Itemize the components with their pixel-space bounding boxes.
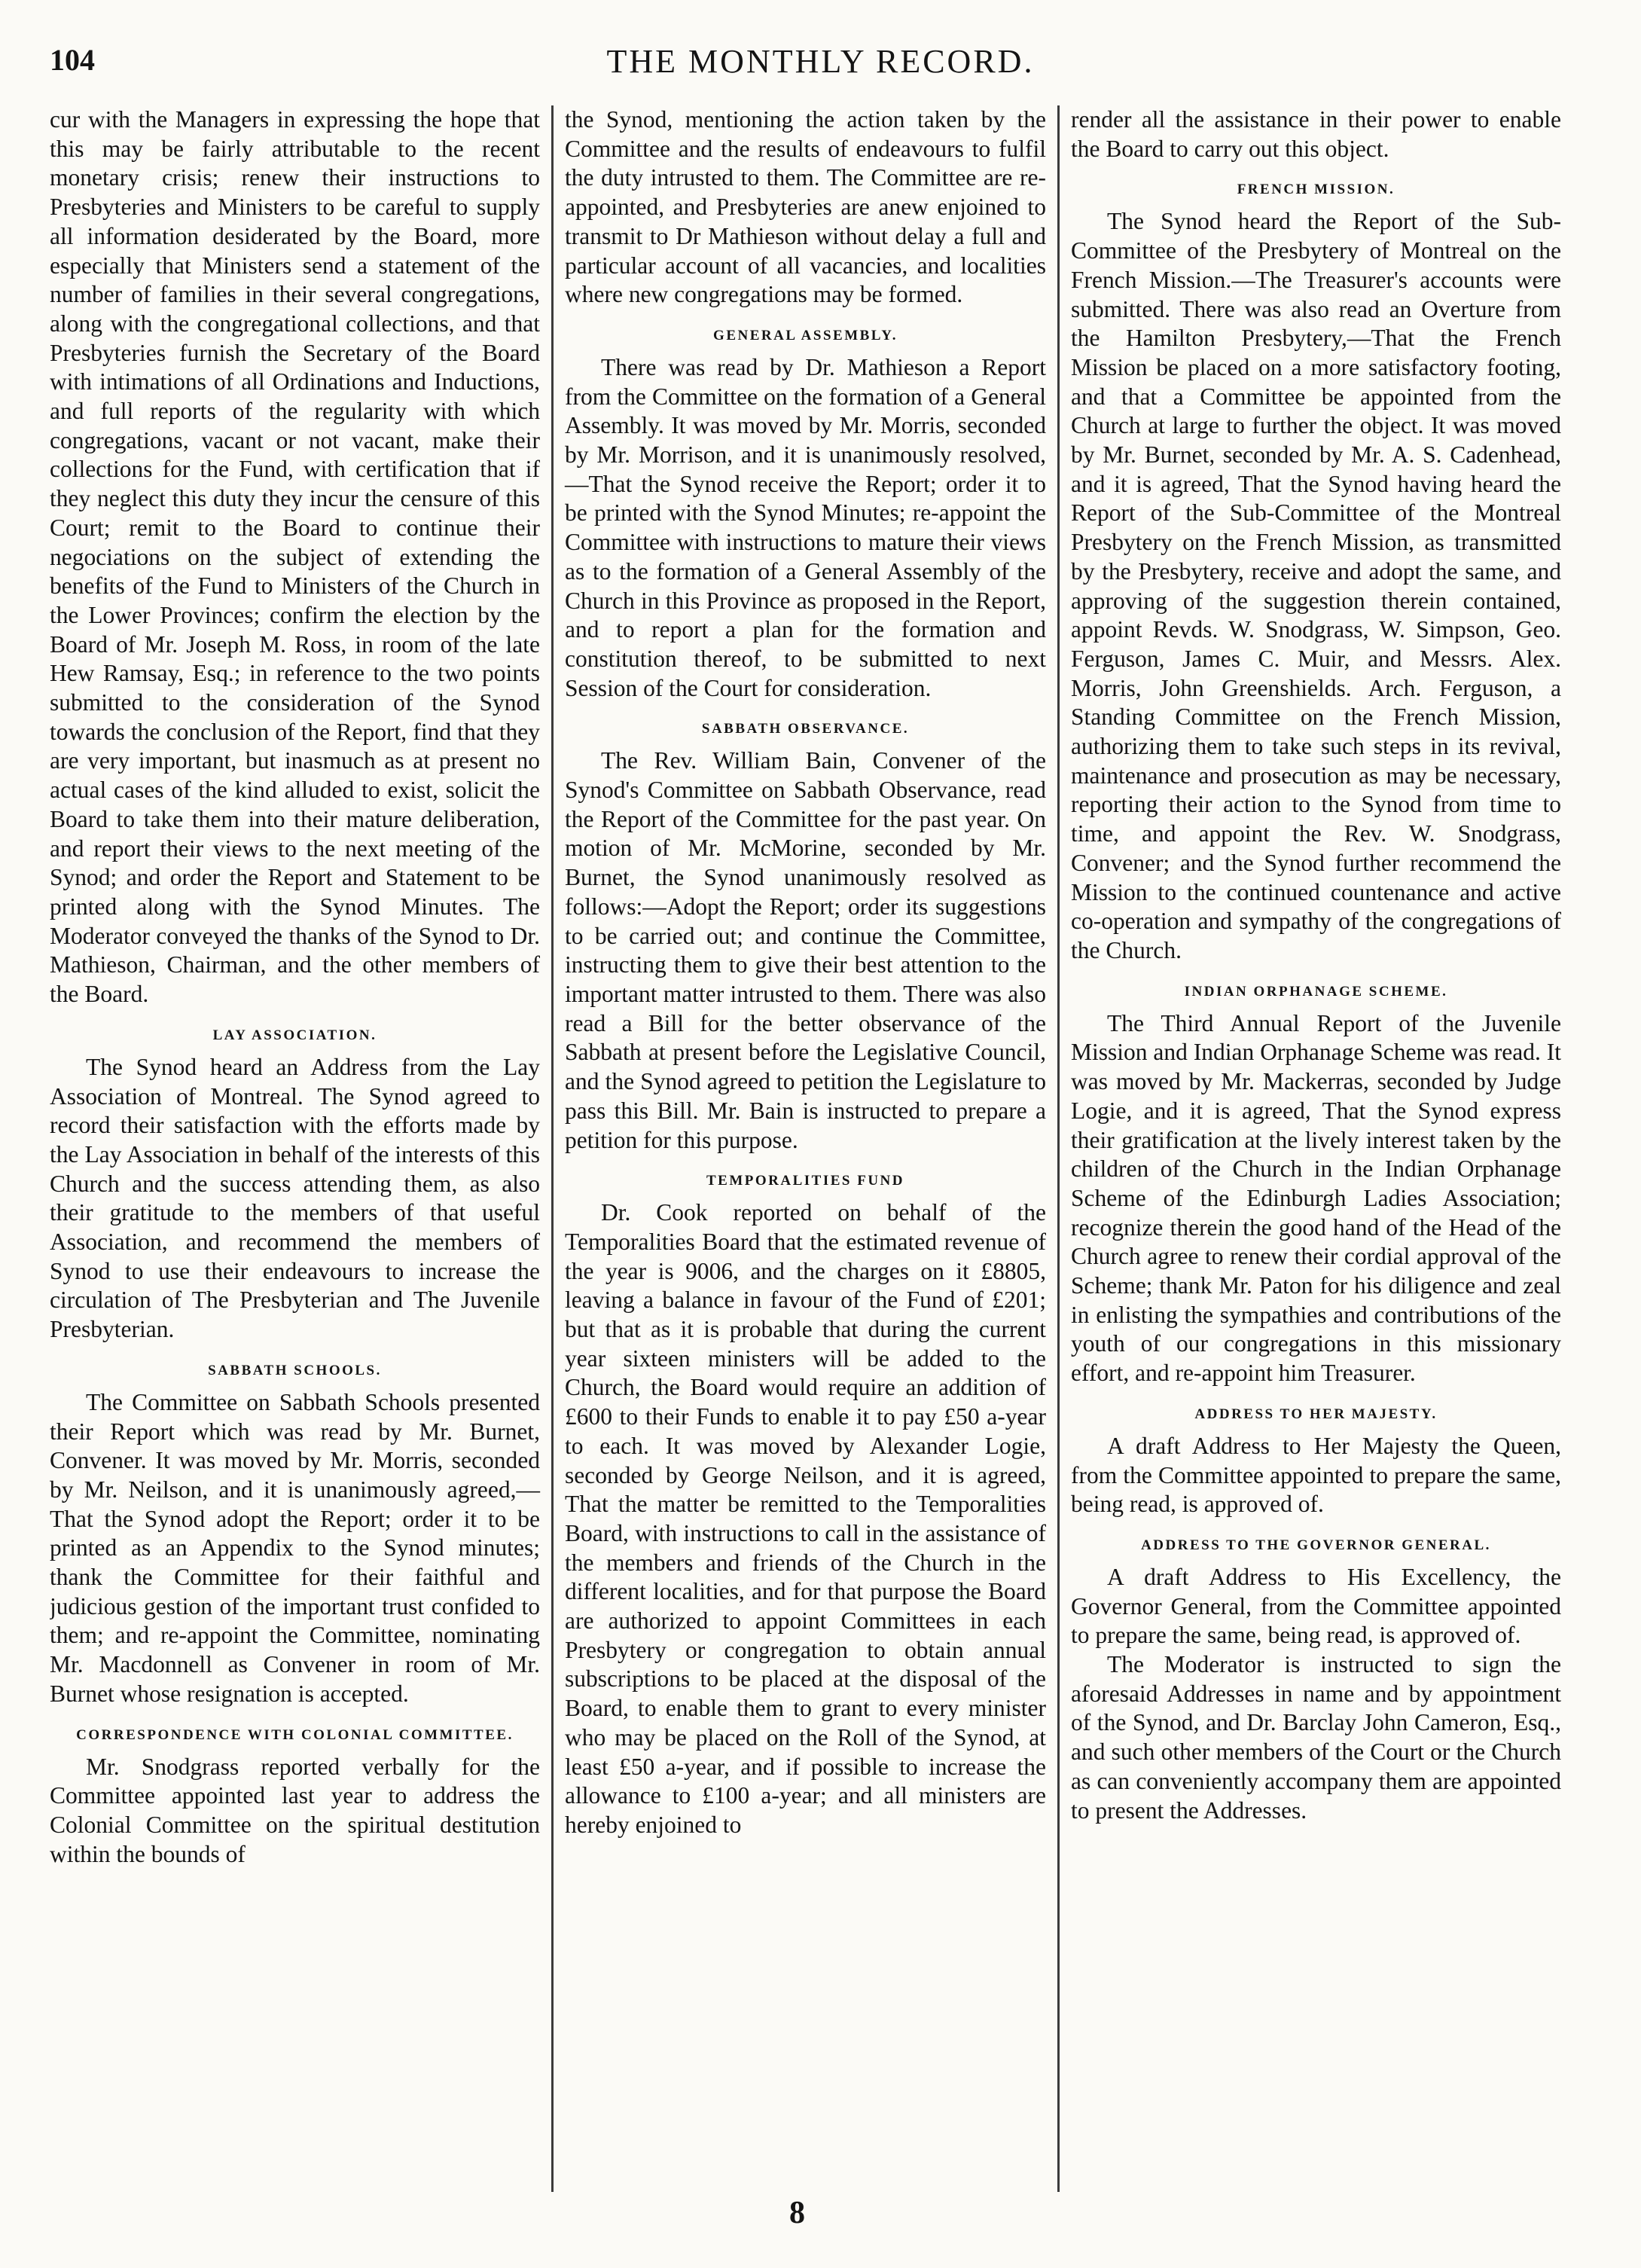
paragraph: cur with the Managers in expressing the hope that this may be fairly attributable to the recent monetary crisis; renew their instructions to Presbyteries and Ministers to be careful to supply all information desiderated by the Board, more especially that Ministers send a statement of the number of families in their several congregations, along with the congregational collections, and that Presbyteries furnish the Secretary of the Board with intimations of all Ordinations and Inductions, and full reports of the regularity with which congregations, vacant or not vacant, make their collections for the Fund, with certification that if they neglect this duty they incur the censure of this Court; remit to the Board to continue their negociations on the subject of extending the benefits of the Fund to Ministers of the Church in the Lower Provinces; confirm the election by the Board of Mr. Joseph M. Ross, in room of the late Hew Ramsay, Esq.; in reference to the two points submitted to the consideration of the Synod towards the conclusion of the Report, find that they are very important, but inasmuch as at present no actual cases of the kind alluded to exist, solicit the Board to take them into their mature deliberation, and report their views to the next meeting of the Synod; and order the Report and Statement to be printed along with the Synod Minutes. The Moderator conveyed the thanks of the Synod to Dr. Mathieson, Chairman, and the other members of the Board.	[50, 106, 540, 1008]
paragraph: render all the assistance in their power to enable the Board to carry out this object.	[1071, 106, 1561, 162]
column-1	[50, 105, 549, 2192]
paragraph: There was read by Dr. Mathieson a Report from the Committee on the formation of a General Assembly. It was moved by Mr. Morris, seconded by Mr. Morrison, and it is unanimously resolved,—That the Synod receive the Report; order it to be printed with the Synod Minutes; re-appoint the Committee with instructions to mature their views as to the formation of a General Assembly of the Church in this Province as proposed in the Report, and to report a plan for the formation and constitution thereof, to be submitted to next Session of the Court for consideration.	[565, 353, 1046, 701]
section-heading-sabbath-schools: SABBATH SCHOOLS.	[208, 1362, 382, 1378]
signature-mark: 8	[789, 2196, 805, 2230]
paragraph: The Synod heard the Report of the Sub-Committee of the Presbytery of Montreal on the French Mission.—The Treasurer's accounts were submitted. There was also read an Overture from the Hamilton Presbytery,—That the French Mission be placed on a more satisfactory footing, and that a Committee be appointed from the Church at large to further the object. It was moved by Mr. Burnet, seconded by Mr. A. S. Cadenhead, and it is agreed, That the Synod having heard the Report of the Sub-Committee of the Montreal Presbytery on the French Mission, as transmitted by the Presbytery, receive and adopt the same, and approving of the suggestion therein contained, appoint Revds. W. Snodgrass, W. Simpson, Geo. Ferguson, James C. Muir, and Messrs. Alex. Morris, John Greenshields. Arch. Ferguson, a Standing Committee on the French Mission, authorizing them to take such steps in its revival, maintenance and prosecution as may be necessary, reporting their action to the Synod from time to time, and appoint the Rev. W. Snodgrass, Convener; and the Synod further recommend the Mission to the continued countenance and active co-operation and sympathy of the congregations of the Church.	[1071, 208, 1561, 963]
section-heading-address-governor: ADDRESS TO THE GOVERNOR GENERAL.	[1141, 1537, 1491, 1553]
paragraph: The Rev. William Bain, Convener of the Synod's Committee on Sabbath Observance, read the Report of the Committee for the past year. On motion of Mr. McMorine, seconded by Mr. Burnet, the Synod unanimously resolved as follows:—Adopt the Report; order its suggestions to be carried out; and continue the Committee, instructing them to give their best attention to the important matter intrusted to them. There was also read a Bill for the better observance of the Sabbath at present before the Legislative Council, and the Synod agreed to petition the Legislature to pass this Bill. Mr. Bain is instructed to prepare a petition for this purpose.	[565, 747, 1046, 1153]
paragraph: The Synod heard an Address from the Lay Association of Montreal. The Synod agreed to record their satisfaction with the efforts made by the Lay Association in behalf of the interests of this Church and the success attending them, as also their gratitude to the members of that useful Association, and recommend the members of Synod to use their endeavours to increase the circulation of The Presbyterian and The Juvenile Presbyterian.	[50, 1053, 540, 1343]
running-title: THE MONTHLY RECORD.	[606, 43, 1035, 80]
section-heading-indian-orphanage: INDIAN ORPHANAGE SCHEME.	[1184, 983, 1448, 1000]
section-heading-temporalities-fund: TEMPORALITIES FUND	[706, 1173, 904, 1189]
paragraph: A draft Address to Her Majesty the Queen, from the Committee appointed to prepare the same, being read, is approved of.	[1071, 1432, 1561, 1518]
page-header	[50, 42, 1591, 87]
section-heading-address-majesty: ADDRESS TO HER MAJESTY.	[1194, 1406, 1438, 1422]
section-heading-sabbath-observance: SABBATH OBSERVANCE.	[701, 721, 910, 737]
paragraph: The Moderator is instructed to sign the aforesaid Addresses in name and by appointment of the Synod, and Dr. Barclay John Cameron, Esq., and such other members of the Court or the Church as can conveniently accompany them are appointed to present the Addresses.	[1071, 1651, 1561, 1824]
section-heading-french-mission: FRENCH MISSION.	[1237, 182, 1395, 198]
paragraph: The Third Annual Report of the Juvenile Mission and Indian Orphanage Scheme was read. It was moved by Mr. Mackerras, seconded by Judge Logie, and it is agreed, That the Synod express their gratification at the lively interest taken by the children of the Church in the Indian Orphanage Scheme of the Edinburgh Ladies Association; recognize therein the good hand of the Head of the Church agree to renew their cordial approval of the Scheme; thank Mr. Paton for his diligence and zeal in enlisting the sympathies and contributions of the youth of our congregations in this missionary effort, and re-appoint him Treasurer.	[1071, 1009, 1561, 1387]
paragraph: Mr. Snodgrass reported verbally for the Committee appointed last year to address the Colonial Committee on the spiritual destitution within the bounds of	[50, 1753, 540, 1867]
paragraph: Dr. Cook reported on behalf of the Temporalities Board that the estimated revenue of the year is 9006, and the charges on it £8805, leaving a balance in favour of the Fund of £201; but that as it is probable that during the current year sixteen ministers will be added to the Church, the Board would require an addition of £600 to their Funds to enable it to pay £50 a-year to each. It was moved by Alexander Logie, seconded by George Neilson, and it is agreed, That the matter be remitted to the Temporalities Board, with instructions to call in the assistance of the members and friends of the Church in the different localities, and for that purpose the Board are authorized to appoint Committees in each Presbytery or congregation to obtain annual subscriptions to be placed at the disposal of the Board, to enable them to grant to every minister who may be placed on the Roll of the Synod, at least £50 a-year, and if possible to increase the allowance to £100 a-year; and all ministers are hereby enjoined to	[565, 1199, 1046, 1838]
section-heading-general-assembly: GENERAL ASSEMBLY.	[713, 327, 898, 343]
text-columns	[50, 105, 1591, 2192]
section-heading-lay-association: LAY ASSOCIATION.	[212, 1027, 377, 1043]
paragraph: the Synod, mentioning the action taken by the Committee and the results of endeavours to fulfil the duty intrusted to them. The Committee are re-appointed, and Presbyteries are anew enjoined to transmit to Dr Mathieson without delay a full and particular account of all vacancies, and localities where new congregations may be formed.	[565, 106, 1046, 308]
paragraph: The Committee on Sabbath Schools presented their Report which was read by Mr. Burnet, Convener. It was moved by Mr. Morris, seconded by Mr. Neilson, and it is unanimously agreed,—That the Synod adopt the Report; order it to be printed as an Appendix to the Synod minutes; thank the Committee for their faithful and judicious gestion of the important trust confided to them; and re-appoint the Committee, nominating Mr. Macdonnell as Convener in room of Mr. Burnet whose resignation is accepted.	[50, 1388, 540, 1707]
page-number: 104	[50, 43, 95, 77]
paragraph: A draft Address to His Excellency, the Governor General, from the Committee appointed to prepare the same, being read, is approved of.	[1071, 1563, 1561, 1649]
section-heading-correspondence: CORRESPONDENCE WITH COLONIAL COMMITTEE.	[76, 1726, 514, 1743]
column-rule	[551, 105, 554, 2192]
column-rule	[1057, 105, 1060, 2192]
column-3	[1062, 105, 1561, 2192]
column-2	[556, 105, 1055, 2192]
